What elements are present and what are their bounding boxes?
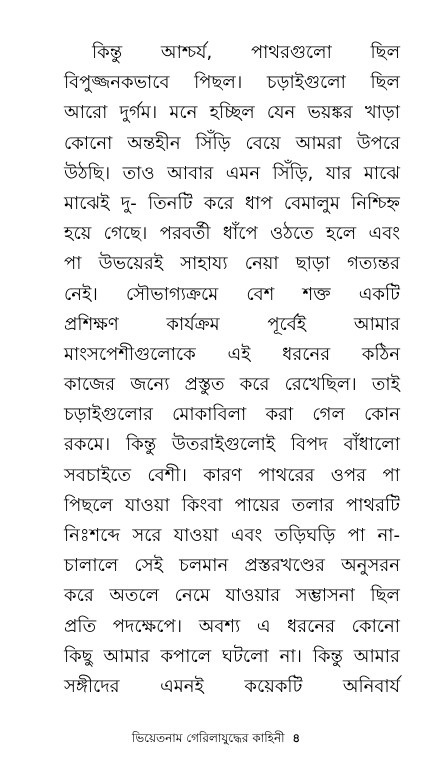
word: অতলে: [109, 585, 160, 607]
word: পাথরের: [258, 464, 315, 486]
word: এমনই: [160, 675, 204, 697]
word: এই: [227, 343, 251, 365]
text-line: [64, 189, 400, 219]
text-line: [64, 551, 400, 581]
word: চড়াইগুলো: [266, 72, 346, 94]
text-line: [64, 581, 400, 611]
word: কোন: [364, 404, 400, 426]
word: মাংসপেশীগুলোকে: [64, 343, 196, 365]
word: ধাপ: [244, 192, 273, 214]
word: এবং: [368, 223, 400, 245]
word: কোনো: [351, 615, 400, 637]
word: তিনটি: [148, 192, 193, 214]
page-number: ৪: [292, 731, 301, 745]
word: সবচাইতে: [64, 464, 131, 486]
word: কোনো: [64, 132, 113, 154]
word: আমার: [353, 645, 400, 667]
word: বেশ: [246, 283, 275, 305]
word: তড়িঘড়ি: [274, 525, 336, 546]
word: পা: [382, 464, 400, 486]
word: বিপদ: [290, 434, 328, 456]
word: ঘটলো: [221, 645, 269, 667]
word: পরবর্তী: [159, 223, 211, 245]
word: মনে: [169, 102, 198, 124]
text-line: [64, 642, 400, 672]
word: মাঝে: [363, 162, 400, 184]
word: পাথরটি: [346, 494, 400, 516]
word: কাজের: [64, 374, 116, 396]
text-line: [64, 249, 400, 279]
word: আমার: [103, 645, 150, 667]
word: কিন্তু: [92, 42, 123, 63]
word: ধাঁপে: [222, 223, 258, 245]
page-footer: [0, 730, 432, 746]
word: করে: [203, 192, 234, 214]
text-line: [64, 430, 400, 460]
word: তলার: [291, 494, 334, 516]
word: না।: [279, 645, 302, 667]
word: যাওয়া: [173, 525, 219, 546]
word: কিংবা: [181, 494, 223, 516]
text-line: [64, 672, 400, 702]
word: বেমালুম: [283, 192, 340, 214]
word: আমরা: [295, 132, 342, 154]
word: যাওয়া: [125, 494, 170, 516]
word: ভয়ঙ্কর: [307, 102, 353, 124]
word: হচ্ছিল: [209, 102, 255, 124]
word: আবার: [167, 162, 214, 184]
word: দুর্গম।: [119, 102, 158, 124]
word: উঠছি।: [64, 162, 111, 184]
text-line: [64, 159, 400, 189]
word: পদক্ষেপে।: [112, 615, 183, 637]
word: নেয়া: [244, 253, 279, 275]
text-line: [64, 219, 400, 249]
word: জন্যে: [130, 374, 170, 396]
word: গত্যন্তর: [347, 253, 400, 275]
word: কার্যক্রম: [166, 313, 220, 335]
word: পায়ের: [234, 494, 280, 516]
text-line: [64, 310, 400, 340]
word: কঠিন: [361, 343, 400, 365]
word: রেখেছিল।: [284, 374, 357, 396]
word: পা: [64, 253, 82, 275]
word: ধরনের: [287, 615, 336, 637]
word: পূর্বেই: [267, 313, 307, 335]
word: খাড়া: [364, 102, 400, 124]
text-line: [64, 400, 400, 430]
word: চড়াইগুলোর: [64, 404, 153, 426]
word: সম্ভাসনা: [295, 585, 355, 607]
word: ওপর: [330, 464, 367, 486]
text-line: [64, 461, 400, 491]
word: নেই।: [64, 283, 98, 305]
word: কিছু: [64, 645, 93, 667]
word: প্রস্তুত: [184, 374, 225, 396]
word: উভয়েরই: [98, 253, 164, 275]
word: মাঝেই: [64, 192, 110, 214]
text-line: [64, 521, 400, 551]
word: পা: [347, 525, 366, 546]
word: ছাড়া: [295, 253, 330, 275]
text-line: [64, 38, 400, 68]
word: ওঠতে: [270, 223, 314, 245]
word: পিছলে: [64, 494, 113, 516]
word: এ: [256, 615, 271, 637]
word: গেছে।: [103, 223, 148, 245]
word: প্রতি: [64, 615, 97, 637]
word: পিছল।: [194, 72, 243, 94]
word: কপালে: [160, 645, 212, 667]
word: রকমে।: [64, 434, 111, 456]
word: নিশ্চিহ্ন: [351, 192, 400, 214]
text-line: [64, 370, 400, 400]
word: আমার: [353, 313, 400, 335]
word: কারণ: [203, 464, 242, 486]
word: একটি: [358, 283, 400, 305]
word: যেন: [266, 102, 296, 124]
word: বাঁধালো: [343, 434, 400, 456]
word: যাওয়ার: [225, 585, 281, 607]
word: সৌভাগ্যক্রমে: [125, 283, 219, 305]
word: আশ্চর্য,: [160, 42, 213, 63]
word: সাহায্য: [180, 253, 228, 275]
word: দু-: [120, 192, 137, 214]
text-line: [64, 280, 400, 310]
word: বেশী।: [147, 464, 187, 486]
text-line: [64, 68, 400, 98]
word: চলমান: [179, 555, 229, 577]
text-line: [64, 129, 400, 159]
word: নিঃশব্দে: [64, 525, 121, 546]
text-line: [64, 491, 400, 521]
word: চালালে: [64, 555, 119, 577]
word: শক্ত: [302, 283, 331, 305]
text-line: [64, 98, 400, 128]
word: অনুসরন: [341, 555, 400, 577]
word: পাথরগুলো: [250, 42, 332, 63]
text-line: [64, 612, 400, 642]
word: নেমে: [174, 585, 210, 607]
word: অবশ্য: [198, 615, 241, 637]
word: প্রশিক্ষণ: [64, 313, 119, 335]
word: সেই: [134, 555, 163, 577]
word: সরে: [132, 525, 162, 546]
word: সিঁড়ি,: [272, 162, 314, 184]
word: অনিবার্য: [342, 675, 400, 697]
word: আরো: [64, 102, 108, 124]
word: করে: [239, 374, 270, 396]
word: সঙ্গীদের: [64, 675, 120, 697]
word: উপরে: [356, 132, 400, 154]
text-line: [64, 340, 400, 370]
word: করে: [64, 585, 94, 607]
word: হয়ে: [64, 223, 92, 245]
word: উতরাইগুলোই: [171, 434, 276, 456]
word: ছিল: [370, 72, 400, 94]
word: মোকাবিলা: [172, 404, 247, 426]
word: কিন্তু: [312, 645, 343, 667]
word: তাই: [371, 374, 400, 396]
word: এমন: [225, 162, 261, 184]
word: সিঁড়ি: [195, 132, 231, 154]
word: ছিল: [370, 585, 400, 607]
word: তাও: [122, 162, 155, 184]
word: ধরনের: [282, 343, 331, 365]
word: কিন্তু: [125, 434, 157, 456]
word: অন্তহীন: [127, 132, 181, 154]
word: না-: [377, 525, 400, 546]
word: এবং: [230, 525, 263, 546]
word: করা: [265, 404, 294, 426]
body-paragraph: [64, 38, 400, 702]
word: বেয়ে: [245, 132, 281, 154]
word: হলে: [326, 223, 357, 245]
word: গেল: [312, 404, 345, 426]
word: ছিল: [370, 42, 400, 63]
word: যার: [325, 162, 352, 184]
word: কয়েকটি: [244, 675, 303, 697]
word: বিপুজ্জনকভাবে: [64, 72, 170, 94]
word: প্রস্তরখণ্ডের: [244, 555, 325, 577]
running-title: ভিয়েতনাম গেরিলাযুদ্ধের কাহিনী: [131, 731, 285, 745]
